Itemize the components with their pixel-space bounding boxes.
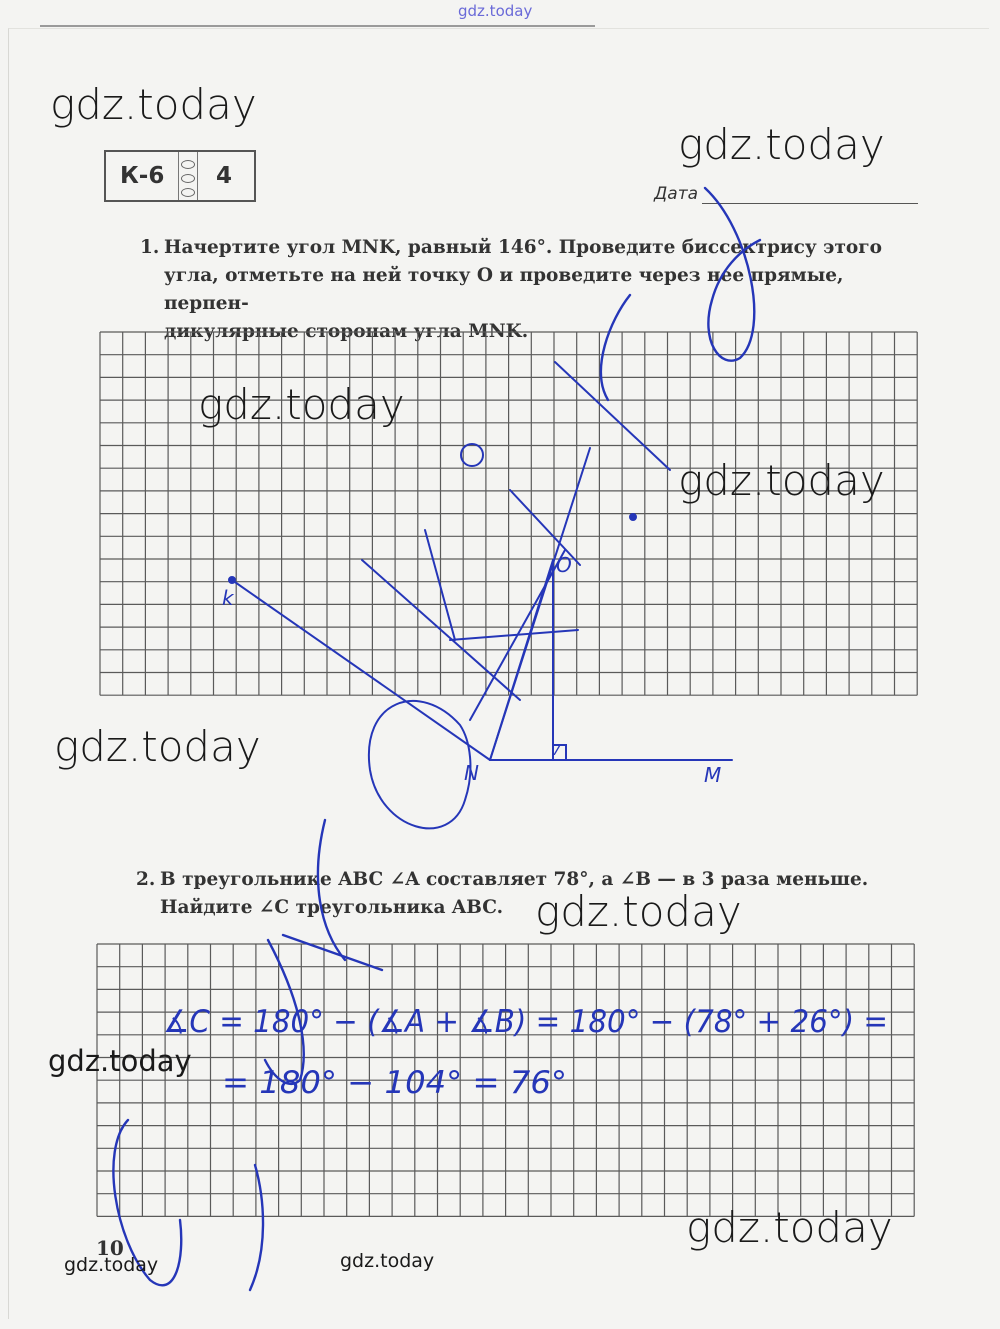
task-1-line-3: дикулярные сторонам угла MNK. [164,321,529,342]
watermark: gdz.today [678,456,885,505]
label-n: N [464,761,479,785]
label-m: M [704,763,722,787]
date-label: Дата [654,184,699,204]
task-2-line-2: Найдите ∠C треугольника ABC. [160,897,504,918]
badge-code: К-6 [120,163,165,189]
task-2-line-1: В треугольнике ABC ∠A составляет 78°, а ∠B — в 3 раза меньше. [160,869,869,890]
watermark: gdz.today [50,80,257,129]
watermark: gdz.today [678,120,885,169]
watermark: gdz.today [535,887,742,936]
task-1-line-1: Начертите угол MNK, равный 146°. Проведите биссектрису этого [164,237,882,258]
label-right-angle: 7 [552,743,561,759]
watermark: gdz.today [198,380,405,429]
badge-variant: 4 [216,163,233,189]
page-number: 10 [96,1236,124,1260]
point-k [229,577,235,583]
solution-line-2: = 180° − 104° = 76° [222,1065,567,1101]
watermark: gdz.today [48,1044,192,1078]
solution-writing [163,1004,888,1101]
drawing-labels [222,553,721,787]
point-o-mark [461,444,483,466]
label-k: k [222,586,234,610]
solution-line-1: ∡C = 180° − (∡A + ∡B) = 180° − (78° + 26°) = [163,1004,888,1040]
horizontal-helper [450,630,578,640]
watermark: gdz.today [686,1203,893,1252]
task-2-number: 2. [136,869,156,890]
ray-nk [232,580,490,760]
arc-mark [555,362,670,470]
watermark: gdz.today [340,1250,435,1272]
task-1-number: 1. [140,237,160,258]
watermark-top: gdz.today [458,2,533,20]
dot-mark [630,514,636,520]
watermark: gdz.today [64,1254,159,1276]
watermark: gdz.today [54,722,261,771]
task-1-line-2: угла, отметьте на ней точку O и проведите через нее прямые, перпен- [164,265,844,314]
compass-arc [369,701,471,828]
label-o: O [556,553,572,577]
helper-line-1 [490,560,553,760]
